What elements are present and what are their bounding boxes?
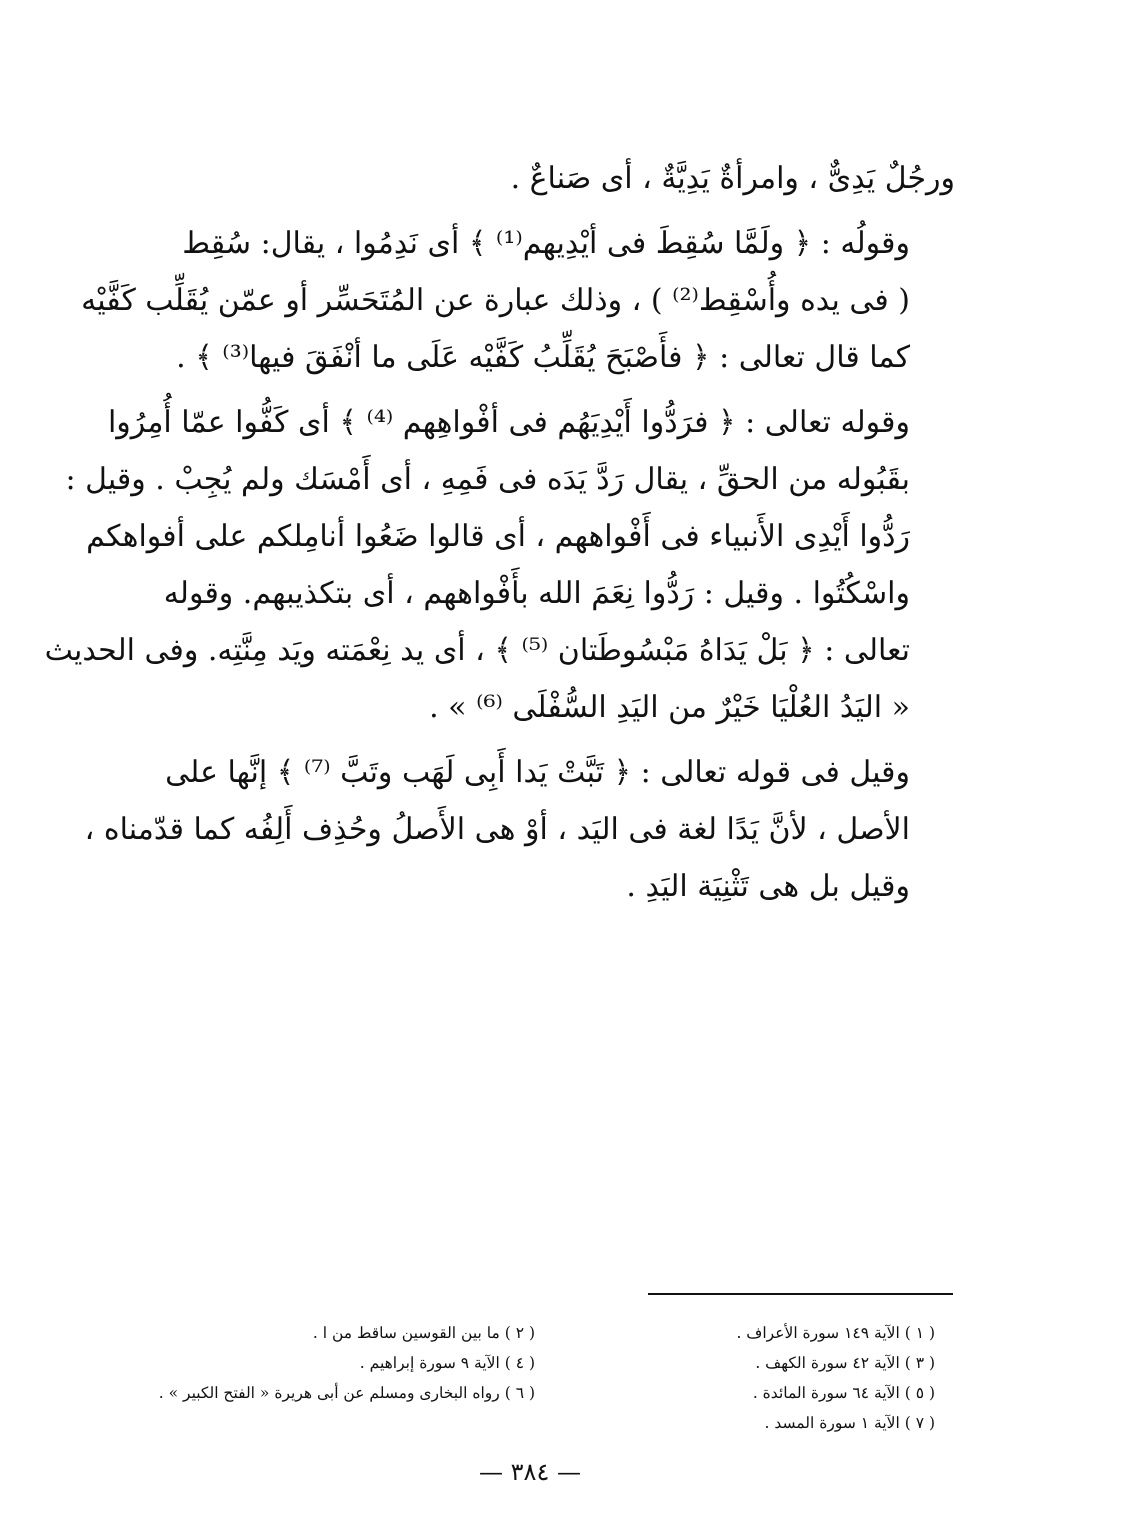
- text-line: وقولُه : ﴿ ولَمَّا سُقِطَ فى أيْدِيهم⁽¹⁾ ﴾ أى نَدِمُوا ، يقال: سُقِط: [182, 226, 910, 261]
- footnote: ( ٧ ) الآية ١ سورة المسد .: [764, 1414, 935, 1432]
- text-line: كما قال تعالى : ﴿ فأَصْبَحَ يُقَلِّبُ كَفَّيْه عَلَى ما أنْفَقَ فيها⁽³⁾ ﴾ .: [176, 340, 910, 375]
- footnote: ( ٢ ) ما بين القوسين ساقط من ا .: [312, 1324, 535, 1342]
- text-line: الأصل ، لأنَّ يَدًا لغة فى اليَد ، أوْ هى الأَصلُ وحُذِف أَلِفُه كما قدّمناه ،: [84, 812, 910, 847]
- text-line: وقيل بل هى تَثْنِيَة اليَدِ .: [626, 869, 910, 904]
- page-number: — ٣٨٤ —: [479, 1458, 581, 1486]
- footnote: ( ٤ ) الآية ٩ سورة إبراهيم .: [359, 1354, 535, 1372]
- text-line: ( فى يده وأُسْقِط⁽²⁾ ) ، وذلك عبارة عن المُتَحَسِّر أو عمّن يُقَلِّب كَفَّيْه: [81, 283, 910, 318]
- paragraph-1: [105, 150, 955, 207]
- footnotes: [115, 1318, 935, 1450]
- footnotes-left-column: [115, 1318, 535, 1408]
- paragraph-2: [81, 215, 955, 386]
- paragraph-4: [84, 744, 955, 915]
- text-line: وقوله تعالى : ﴿ فرَدُّوا أَيْدِيَهُم فى أفْواهِهم ⁽⁴⁾ ﴾ أى كَفُّوا عمّا أُمِرُوا: [107, 405, 910, 440]
- text-line: وقيل فى قوله تعالى : ﴿ تَبَّتْ يَدا أَبِى لَهَب وتَبَّ ⁽⁷⁾ ﴾ إنَّها على: [165, 755, 910, 790]
- footnotes-right-column: [615, 1318, 935, 1438]
- text-line: تعالى : ﴿ بَلْ يَدَاهُ مَبْسُوطَتان ⁽⁵⁾ ﴾ ، أى يد نِعْمَته ويَد مِنَّتِه. وفى الحديث: [44, 633, 910, 668]
- text-line: ورجُلٌ يَدِىٌّ ، وامرأةٌ يَدِيَّةٌ ، أى صَناعٌ .: [510, 161, 955, 196]
- footnote: ( ١ ) الآية ١٤٩ سورة الأعراف .: [736, 1324, 935, 1342]
- text-line: رَدُّوا أَيْدِى الأَنبياء فى أَفْواههم ، أى قالوا ضَعُوا أنامِلكم على أفواهكم: [86, 519, 910, 554]
- footnote: ( ٣ ) الآية ٤٢ سورة الكهف .: [755, 1354, 935, 1372]
- text-line: بقَبُوله من الحقِّ ، يقال رَدَّ يَدَه فى فَمِهِ ، أى أَمْسَك ولم يُجِبْ . وقيل :: [65, 462, 910, 497]
- text-line: « اليَدُ العُلْيَا خَيْرٌ من اليَدِ السُّفْلَى ⁽⁶⁾ » .: [429, 690, 910, 725]
- footnote: ( ٥ ) الآية ٦٤ سورة المائدة .: [752, 1384, 935, 1402]
- text-line: واسْكُتُوا . وقيل : رَدُّوا نِعَمَ الله بأَفْواههم ، أى بتكذيبهم. وقوله: [163, 576, 910, 611]
- footnote: ( ٦ ) رواه البخارى ومسلم عن أبى هريرة « الفتح الكبير » .: [158, 1384, 535, 1402]
- paragraph-3: [44, 394, 955, 736]
- footnote-divider: [648, 1293, 953, 1295]
- body-text: [44, 150, 955, 923]
